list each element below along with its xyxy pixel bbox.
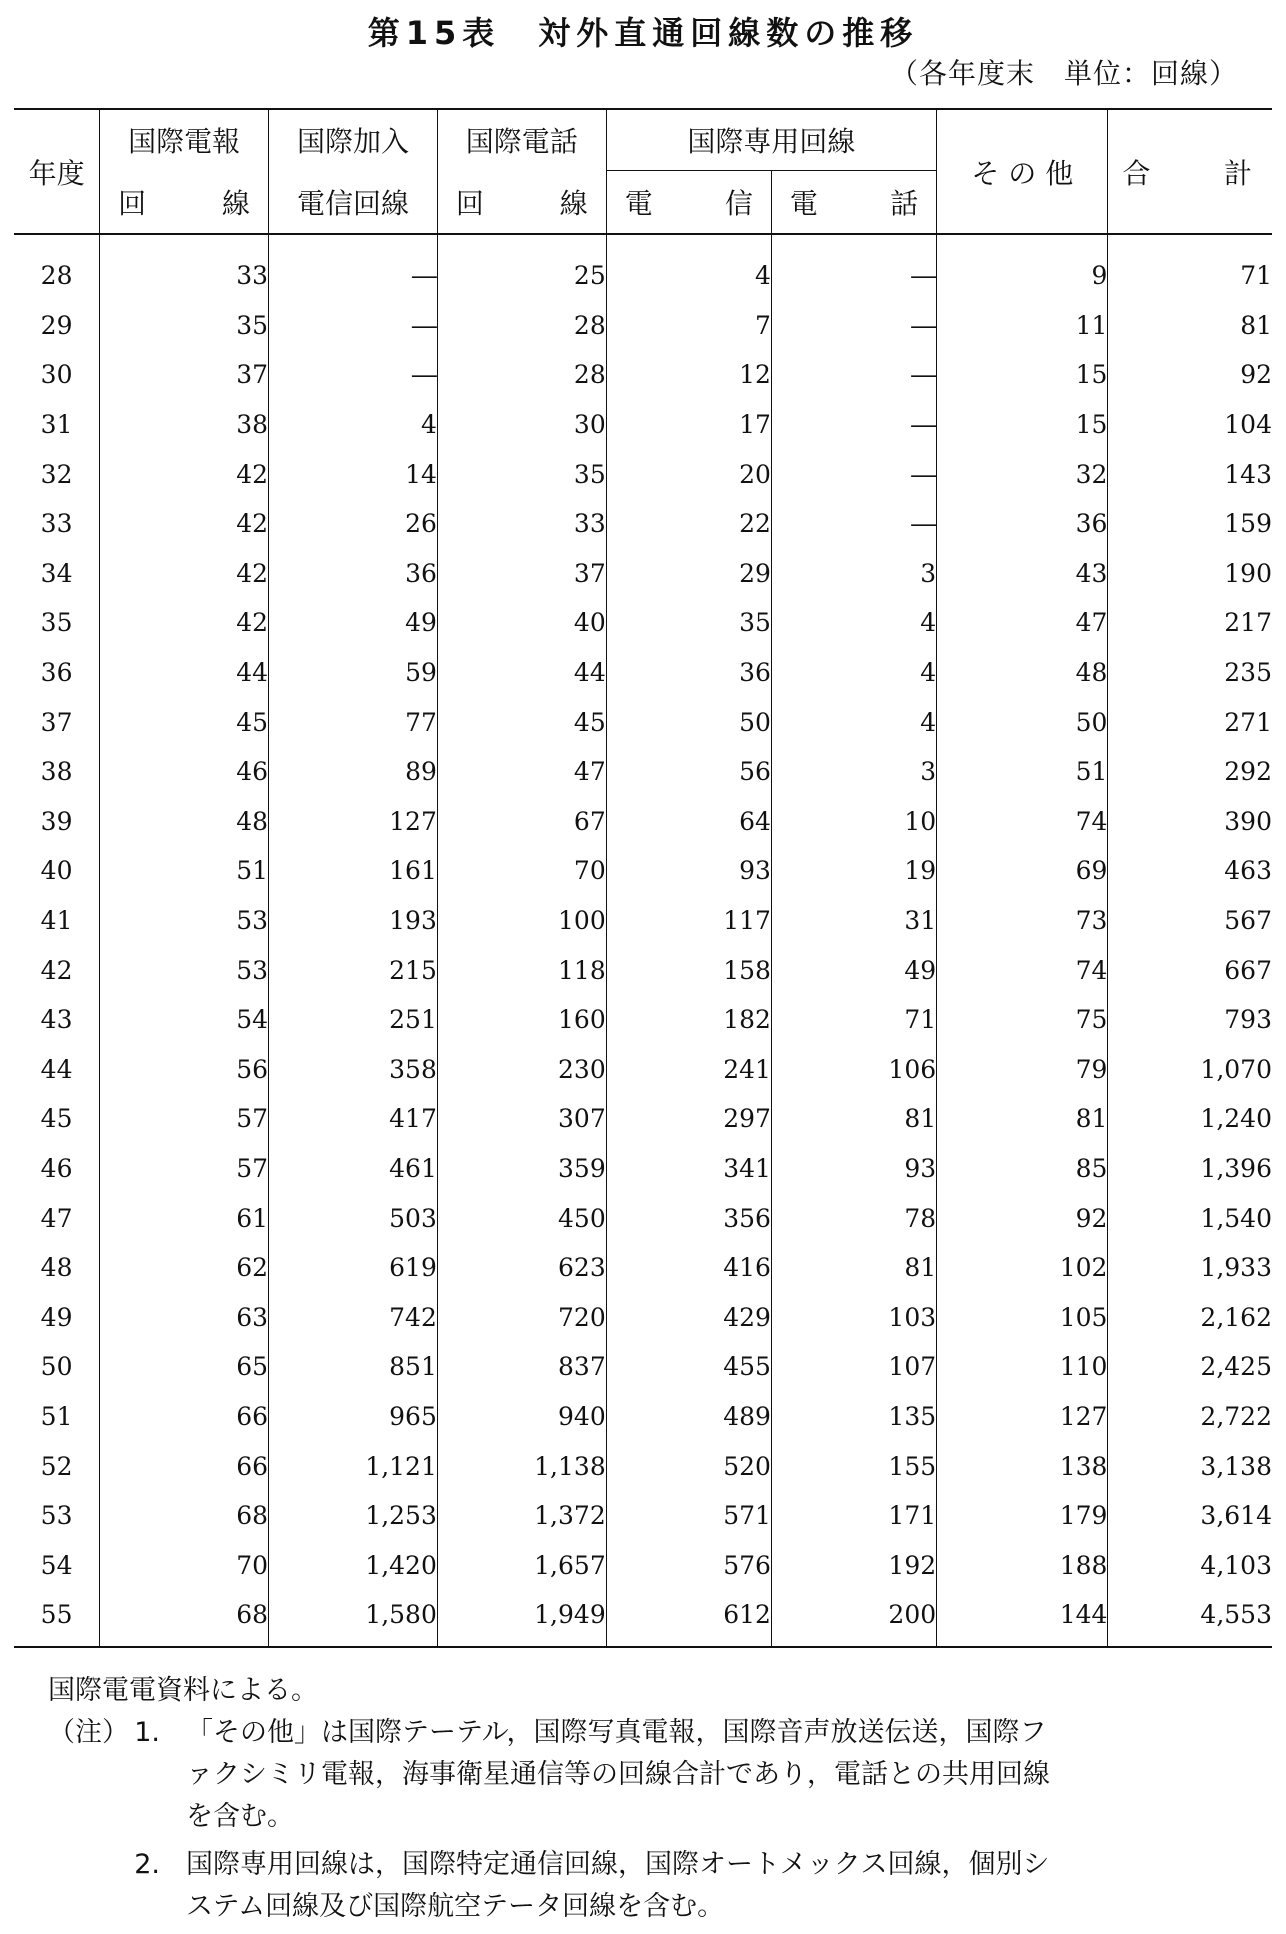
- cell-telegraph: 56: [100, 1045, 269, 1095]
- table-row: [14, 1094, 1272, 1144]
- cell-total: 1,396: [1108, 1144, 1272, 1194]
- cell-leased-telegraph: 429: [606, 1292, 771, 1342]
- cell-leased-telephone: 81: [771, 1094, 936, 1144]
- cell-telephone: 1,138: [437, 1441, 606, 1491]
- cell-leased-telegraph: 93: [606, 846, 771, 896]
- table-row: [14, 846, 1272, 896]
- cell-total: 217: [1108, 598, 1272, 648]
- cell-leased-telephone: 3: [771, 549, 936, 599]
- cell-total: 271: [1108, 697, 1272, 747]
- cell-year: 29: [40, 310, 73, 340]
- cell-telephone: 44: [437, 648, 606, 698]
- cell-telegraph: 68: [100, 1590, 269, 1647]
- cell-leased-telephone: 4: [771, 648, 936, 698]
- table-row: [14, 301, 1272, 351]
- cell-telegraph: 57: [100, 1144, 269, 1194]
- cell-telegraph: 37: [100, 350, 269, 400]
- source-note: 国際電電資料による。: [48, 1675, 318, 1706]
- cell-other: 11: [937, 301, 1108, 351]
- cell-telex: 1,121: [269, 1441, 438, 1491]
- cell-telex: 127: [269, 797, 438, 847]
- table-row: [14, 1243, 1272, 1293]
- cell-total: 667: [1108, 945, 1272, 995]
- cell-leased-telegraph: 4: [606, 234, 771, 301]
- cell-other: 144: [937, 1590, 1108, 1647]
- table-row: [14, 549, 1272, 599]
- cell-leased-telephone: 93: [771, 1144, 936, 1194]
- cell-leased-telegraph: 341: [606, 1144, 771, 1194]
- cell-total: 292: [1108, 747, 1272, 797]
- cell-total: 143: [1108, 449, 1272, 499]
- cell-year: 51: [40, 1401, 73, 1431]
- cell-leased-telephone: 78: [771, 1193, 936, 1243]
- cell-year: 30: [40, 360, 73, 390]
- header-telephone-bottom-right: 線: [559, 186, 588, 220]
- cell-leased-telegraph: 158: [606, 945, 771, 995]
- cell-telegraph: 53: [100, 945, 269, 995]
- cell-leased-telegraph: 416: [606, 1243, 771, 1293]
- cell-telephone: 35: [437, 449, 606, 499]
- cell-total: 235: [1108, 648, 1272, 698]
- cell-year: 52: [40, 1451, 73, 1481]
- cell-other: 188: [937, 1540, 1108, 1590]
- cell-year: 35: [40, 608, 73, 638]
- cell-leased-telephone: 4: [771, 598, 936, 648]
- cell-leased-telegraph: 182: [606, 995, 771, 1045]
- cell-leased-telephone: 3: [771, 747, 936, 797]
- header-telegraph-top: 国際電報: [100, 109, 269, 171]
- cell-leased-telephone: 31: [771, 896, 936, 946]
- cell-telephone: 25: [437, 234, 606, 301]
- cell-leased-telephone: 106: [771, 1045, 936, 1095]
- cell-telex: 619: [269, 1243, 438, 1293]
- cell-telephone: 28: [437, 350, 606, 400]
- table-row: [14, 499, 1272, 549]
- cell-leased-telephone: 155: [771, 1441, 936, 1491]
- cell-other: 85: [937, 1144, 1108, 1194]
- cell-other: 81: [937, 1094, 1108, 1144]
- header-other: そ の 他: [937, 109, 1108, 234]
- table-row: [14, 1590, 1272, 1647]
- header-year: 年度: [28, 156, 85, 190]
- cell-telephone: 30: [437, 400, 606, 450]
- cell-leased-telephone: 192: [771, 1540, 936, 1590]
- cell-other: 50: [937, 697, 1108, 747]
- cell-total: 390: [1108, 797, 1272, 847]
- cell-telephone: 40: [437, 598, 606, 648]
- cell-leased-telephone: 81: [771, 1243, 936, 1293]
- cell-other: 47: [937, 598, 1108, 648]
- cell-leased-telephone: 4: [771, 697, 936, 747]
- cell-year: 36: [40, 658, 73, 688]
- cell-telegraph: 46: [100, 747, 269, 797]
- cell-leased-telephone: ―: [771, 234, 936, 301]
- table-row: [14, 1045, 1272, 1095]
- header-leased-telephone-right: 話: [890, 187, 919, 220]
- cell-total: 3,614: [1108, 1491, 1272, 1541]
- cell-telex: 417: [269, 1094, 438, 1144]
- cell-telex: 358: [269, 1045, 438, 1095]
- cell-total: 567: [1108, 896, 1272, 946]
- cell-leased-telegraph: 571: [606, 1491, 771, 1541]
- cell-other: 110: [937, 1342, 1108, 1392]
- cell-leased-telephone: ―: [771, 350, 936, 400]
- cell-leased-telegraph: 17: [606, 400, 771, 450]
- cell-telegraph: 51: [100, 846, 269, 896]
- cell-telex: 215: [269, 945, 438, 995]
- cell-telex: 49: [269, 598, 438, 648]
- table-row: [14, 1392, 1272, 1442]
- cell-leased-telegraph: 7: [606, 301, 771, 351]
- cell-total: 1,933: [1108, 1243, 1272, 1293]
- cell-telex: 851: [269, 1342, 438, 1392]
- cell-total: 2,722: [1108, 1392, 1272, 1442]
- cell-other: 74: [937, 945, 1108, 995]
- cell-leased-telegraph: 22: [606, 499, 771, 549]
- header-leased-telegraph: [606, 171, 771, 235]
- table-row: [14, 449, 1272, 499]
- cell-total: 104: [1108, 400, 1272, 450]
- cell-year: 44: [40, 1054, 73, 1084]
- cell-telephone: 70: [437, 846, 606, 896]
- cell-other: 43: [937, 549, 1108, 599]
- header-telex-bottom: 電信回線: [269, 171, 438, 235]
- cell-telephone: 837: [437, 1342, 606, 1392]
- cell-other: 9: [937, 234, 1108, 301]
- cell-telephone: 67: [437, 797, 606, 847]
- cell-year: 55: [40, 1600, 73, 1630]
- table-row: [14, 598, 1272, 648]
- cell-telegraph: 70: [100, 1540, 269, 1590]
- table-row: [14, 995, 1272, 1045]
- cell-year: 47: [40, 1203, 73, 1233]
- cell-year: 32: [40, 459, 73, 489]
- table-row: [14, 1441, 1272, 1491]
- cell-telex: 503: [269, 1193, 438, 1243]
- cell-telegraph: 42: [100, 449, 269, 499]
- cell-year: 37: [40, 707, 73, 737]
- header-leased-telegraph-right: 信: [724, 187, 753, 220]
- cell-total: 71: [1108, 234, 1272, 301]
- cell-telegraph: 57: [100, 1094, 269, 1144]
- note-2-number: 2.: [134, 1849, 160, 1880]
- header-leased-telegraph-left: 電: [624, 187, 653, 220]
- note-1-line: ァクシミリ電報，海事衛星通信等の回線合計であり，電話との共用回線: [186, 1759, 1050, 1790]
- cell-telephone: 28: [437, 301, 606, 351]
- cell-leased-telephone: ―: [771, 449, 936, 499]
- cell-telephone: 1,657: [437, 1540, 606, 1590]
- cell-other: 127: [937, 1392, 1108, 1442]
- cell-other: 102: [937, 1243, 1108, 1293]
- table-row: [14, 1144, 1272, 1194]
- cell-year: 31: [40, 410, 73, 440]
- table-row: [14, 1540, 1272, 1590]
- cell-telephone: 307: [437, 1094, 606, 1144]
- cell-leased-telephone: 49: [771, 945, 936, 995]
- header-telephone-top: 国際電話: [437, 109, 606, 171]
- header-leased-telephone-left: 電: [789, 187, 818, 220]
- cell-leased-telegraph: 36: [606, 648, 771, 698]
- header-leased-group: 国際専用回線: [606, 109, 936, 171]
- cell-total: 81: [1108, 301, 1272, 351]
- cell-year: 50: [40, 1352, 73, 1382]
- cell-leased-telephone: ―: [771, 301, 936, 351]
- cell-total: 1,070: [1108, 1045, 1272, 1095]
- cell-total: 1,240: [1108, 1094, 1272, 1144]
- cell-telex: 965: [269, 1392, 438, 1442]
- cell-telegraph: 63: [100, 1292, 269, 1342]
- cell-telex: 77: [269, 697, 438, 747]
- header-telegraph-bottom-right: 線: [222, 186, 251, 220]
- cell-total: 1,540: [1108, 1193, 1272, 1243]
- table-row: [14, 1292, 1272, 1342]
- cell-telex: 36: [269, 549, 438, 599]
- cell-telegraph: 66: [100, 1441, 269, 1491]
- cell-leased-telegraph: 117: [606, 896, 771, 946]
- cell-telex: 26: [269, 499, 438, 549]
- cell-telephone: 45: [437, 697, 606, 747]
- cell-leased-telegraph: 29: [606, 549, 771, 599]
- cell-telephone: 1,949: [437, 1590, 606, 1647]
- cell-total: 4,553: [1108, 1590, 1272, 1647]
- cell-telex: 461: [269, 1144, 438, 1194]
- header-total: [1108, 109, 1272, 234]
- cell-other: 48: [937, 648, 1108, 698]
- cell-telegraph: 54: [100, 995, 269, 1045]
- cell-telegraph: 42: [100, 549, 269, 599]
- cell-year: 43: [40, 1005, 73, 1035]
- cell-telegraph: 65: [100, 1342, 269, 1392]
- cell-year: 40: [40, 856, 73, 886]
- cell-telegraph: 62: [100, 1243, 269, 1293]
- note-2-line: ステム回線及び国際航空テータ回線を含む。: [186, 1891, 725, 1922]
- cell-telephone: 47: [437, 747, 606, 797]
- cell-telegraph: 61: [100, 1193, 269, 1243]
- cell-year: 45: [40, 1104, 73, 1134]
- cell-other: 79: [937, 1045, 1108, 1095]
- header-telephone-bottom: [437, 171, 606, 235]
- header-leased-telephone: [771, 171, 936, 235]
- cell-other: 69: [937, 846, 1108, 896]
- cell-year: 42: [40, 955, 73, 985]
- cell-other: 92: [937, 1193, 1108, 1243]
- cell-other: 75: [937, 995, 1108, 1045]
- cell-telex: 1,580: [269, 1590, 438, 1647]
- table-row: [14, 1491, 1272, 1541]
- cell-telex: 59: [269, 648, 438, 698]
- cell-other: 74: [937, 797, 1108, 847]
- cell-telegraph: 53: [100, 896, 269, 946]
- cell-telephone: 623: [437, 1243, 606, 1293]
- cell-telephone: 33: [437, 499, 606, 549]
- cell-year: 48: [40, 1253, 73, 1283]
- cell-total: 159: [1108, 499, 1272, 549]
- table-row: [14, 797, 1272, 847]
- header-telephone-bottom-left: 回: [455, 186, 484, 220]
- table-row: [14, 945, 1272, 995]
- cell-telex: 161: [269, 846, 438, 896]
- table-row: [14, 234, 1272, 301]
- cell-other: 138: [937, 1441, 1108, 1491]
- cell-telephone: 1,372: [437, 1491, 606, 1541]
- cell-leased-telegraph: 455: [606, 1342, 771, 1392]
- table-body: [14, 234, 1272, 1647]
- table-row: [14, 350, 1272, 400]
- note-2-line: 国際専用回線は，国際特定通信回線，国際オートメックス回線，個別シ: [186, 1849, 1050, 1880]
- notes-label: （注）: [48, 1717, 129, 1748]
- cell-telephone: 160: [437, 995, 606, 1045]
- cell-telex: ―: [269, 301, 438, 351]
- cell-telex: 89: [269, 747, 438, 797]
- cell-leased-telegraph: 489: [606, 1392, 771, 1442]
- table-row: [14, 400, 1272, 450]
- cell-telegraph: 33: [100, 234, 269, 301]
- cell-telephone: 359: [437, 1144, 606, 1194]
- cell-total: 2,162: [1108, 1292, 1272, 1342]
- cell-telex: 14: [269, 449, 438, 499]
- cell-telex: 1,420: [269, 1540, 438, 1590]
- note-1-line: 「その他」は国際テーテル，国際写真電報，国際音声放送伝送，国際フ: [186, 1717, 1047, 1748]
- header-total-left: 合: [1122, 156, 1151, 190]
- cell-year: 28: [40, 261, 73, 291]
- cell-leased-telegraph: 520: [606, 1441, 771, 1491]
- cell-leased-telephone: 19: [771, 846, 936, 896]
- header-telegraph-bottom-left: 回: [118, 186, 147, 220]
- cell-total: 4,103: [1108, 1540, 1272, 1590]
- cell-telex: 742: [269, 1292, 438, 1342]
- cell-telephone: 118: [437, 945, 606, 995]
- cell-other: 105: [937, 1292, 1108, 1342]
- cell-leased-telegraph: 356: [606, 1193, 771, 1243]
- cell-year: 34: [40, 558, 73, 588]
- cell-other: 15: [937, 400, 1108, 450]
- cell-total: 463: [1108, 846, 1272, 896]
- cell-telegraph: 42: [100, 499, 269, 549]
- cell-year: 41: [40, 906, 73, 936]
- cell-telex: 193: [269, 896, 438, 946]
- table-title: 第15表 対外直通回線数の推移: [367, 14, 919, 52]
- cell-leased-telephone: ―: [771, 499, 936, 549]
- cell-other: 179: [937, 1491, 1108, 1541]
- cell-telephone: 100: [437, 896, 606, 946]
- cell-year: 53: [40, 1501, 73, 1531]
- cell-year: 38: [40, 757, 73, 787]
- cell-leased-telephone: 135: [771, 1392, 936, 1442]
- cell-other: 15: [937, 350, 1108, 400]
- cell-telegraph: 68: [100, 1491, 269, 1541]
- note-1-line: を含む。: [186, 1801, 294, 1832]
- cell-leased-telephone: 103: [771, 1292, 936, 1342]
- cell-telephone: 37: [437, 549, 606, 599]
- cell-leased-telegraph: 35: [606, 598, 771, 648]
- cell-leased-telephone: ―: [771, 400, 936, 450]
- cell-telegraph: 35: [100, 301, 269, 351]
- cell-year: 39: [40, 806, 73, 836]
- cell-leased-telegraph: 12: [606, 350, 771, 400]
- cell-leased-telephone: 171: [771, 1491, 936, 1541]
- table-row: [14, 1193, 1272, 1243]
- cell-telex: 4: [269, 400, 438, 450]
- cell-telex: 251: [269, 995, 438, 1045]
- cell-telegraph: 42: [100, 598, 269, 648]
- unit-note: （各年度末 単位：回線）: [889, 57, 1238, 90]
- cell-leased-telegraph: 56: [606, 747, 771, 797]
- cell-telex: 1,253: [269, 1491, 438, 1541]
- cell-leased-telegraph: 20: [606, 449, 771, 499]
- cell-leased-telephone: 71: [771, 995, 936, 1045]
- note-1-number: 1.: [134, 1717, 160, 1748]
- header-total-right: 計: [1223, 156, 1252, 190]
- cell-year: 54: [40, 1550, 73, 1580]
- cell-telegraph: 44: [100, 648, 269, 698]
- cell-leased-telegraph: 64: [606, 797, 771, 847]
- header-telegraph-bottom: [100, 171, 269, 235]
- cell-telegraph: 45: [100, 697, 269, 747]
- cell-other: 32: [937, 449, 1108, 499]
- cell-leased-telephone: 107: [771, 1342, 936, 1392]
- cell-year: 49: [40, 1302, 73, 1332]
- table-row: [14, 648, 1272, 698]
- cell-leased-telegraph: 612: [606, 1590, 771, 1647]
- cell-telephone: 230: [437, 1045, 606, 1095]
- cell-leased-telephone: 10: [771, 797, 936, 847]
- table-row: [14, 747, 1272, 797]
- cell-telex: ―: [269, 234, 438, 301]
- cell-total: 190: [1108, 549, 1272, 599]
- cell-leased-telegraph: 50: [606, 697, 771, 747]
- cell-other: 73: [937, 896, 1108, 946]
- cell-leased-telegraph: 576: [606, 1540, 771, 1590]
- cell-telegraph: 48: [100, 797, 269, 847]
- cell-year: 33: [40, 509, 73, 539]
- cell-total: 3,138: [1108, 1441, 1272, 1491]
- cell-other: 36: [937, 499, 1108, 549]
- cell-telex: ―: [269, 350, 438, 400]
- cell-leased-telegraph: 241: [606, 1045, 771, 1095]
- cell-telephone: 940: [437, 1392, 606, 1442]
- note-2-body: [186, 1844, 1246, 1928]
- note-1-body: [186, 1712, 1246, 1838]
- cell-telegraph: 66: [100, 1392, 269, 1442]
- cell-leased-telegraph: 297: [606, 1094, 771, 1144]
- header-telex-top: 国際加入: [269, 109, 438, 171]
- cell-year: 46: [40, 1153, 73, 1183]
- table-row: [14, 1342, 1272, 1392]
- cell-telephone: 450: [437, 1193, 606, 1243]
- cell-total: 793: [1108, 995, 1272, 1045]
- cell-total: 2,425: [1108, 1342, 1272, 1392]
- cell-leased-telephone: 200: [771, 1590, 936, 1647]
- data-table: [14, 108, 1272, 1648]
- cell-other: 51: [937, 747, 1108, 797]
- cell-total: 92: [1108, 350, 1272, 400]
- table-row: [14, 697, 1272, 747]
- table-row: [14, 896, 1272, 946]
- cell-telephone: 720: [437, 1292, 606, 1342]
- cell-telegraph: 38: [100, 400, 269, 450]
